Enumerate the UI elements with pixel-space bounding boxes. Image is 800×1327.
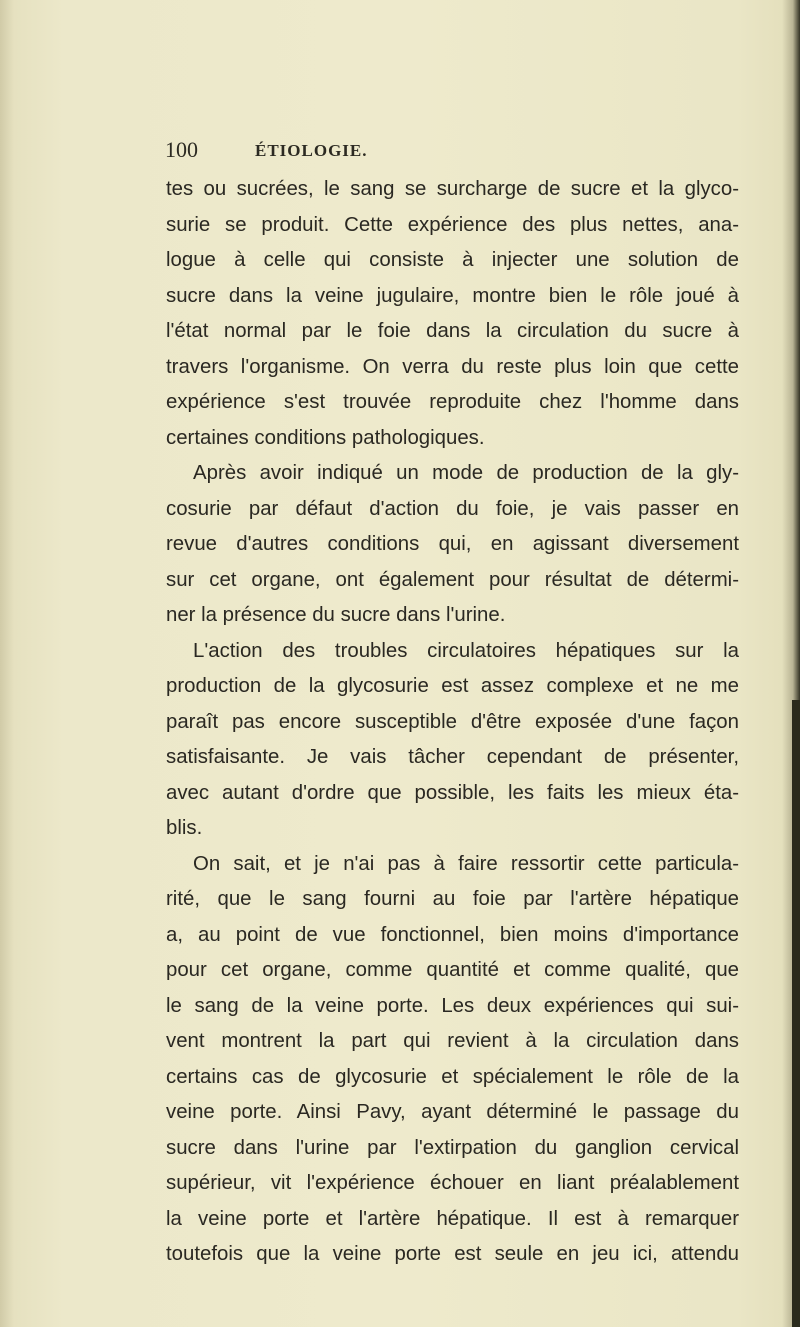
text-line: satisfaisante. Je vais tâcher cependant de présenter, [166,746,739,768]
text-line: On sait, et je n'ai pas à faire ressortir cette particula- [193,852,739,875]
page-header [165,137,725,167]
text-line: toutefois que la veine porte est seule en jeu ici, attendu [166,1243,739,1265]
text-line: le sang de la veine porte. Les deux expériences qui sui- [166,994,739,1017]
running-head: ÉTIOLOGIE. [255,141,368,160]
text-line: pour cet organe, comme quantité et comme qualité, que [166,959,739,981]
text-line: certaines conditions pathologiques. [166,426,485,449]
text-line: avec autant d'ordre que possible, les faits les mieux éta- [166,781,739,804]
text-line: supérieur, vit l'expérience échouer en liant préalablement [166,1172,739,1194]
text-line: revue d'autres conditions qui, en agissant diversement [166,533,739,555]
text-line: cosurie par défaut d'action du foie, je vais passer en [166,497,739,520]
text-line: surie se produit. Cette expérience des plus nettes, ana- [166,213,739,236]
text-line: blis. [166,817,203,839]
text-line: Après avoir indiqué un mode de production de la gly- [193,462,739,484]
text-line: vent montrent la part qui revient à la circulation dans [166,1030,739,1052]
page-number: 100 [165,137,198,162]
text-line: logue à celle qui consiste à injecter une solution de [166,249,739,271]
text-line: ner la présence du sucre dans l'urine. [166,604,506,626]
text-line: rité, que le sang fourni au foie par l'artère hépatique [166,888,739,910]
text-line: a, au point de vue fonctionnel, bien moins d'importance [166,923,739,946]
text-line: expérience s'est trouvée reproduite chez l'homme dans [166,391,739,413]
text-line: l'état normal par le foie dans la circulation du sucre à [166,320,739,342]
text-line: sur cet organe, ont également pour résultat de détermi- [166,568,739,591]
text-line: veine porte. Ainsi Pavy, ayant déterminé le passage du [166,1101,739,1123]
text-line: la veine porte et l'artère hépatique. Il est à remarquer [166,1207,739,1230]
text-line: paraît pas encore susceptible d'être exposée d'une façon [166,710,739,733]
text-line: tes ou sucrées, le sang se surcharge de sucre et la glyco- [166,178,739,200]
text-line: sucre dans la veine jugulaire, montre bien le rôle joué à [166,284,739,307]
text-line: L'action des troubles circulatoires hépatiques sur la [193,639,739,662]
page-gutter-shadow [0,0,14,1327]
text-line: production de la glycosurie est assez complexe et ne me [166,675,739,697]
text-line: certains cas de glycosurie et spécialement le rôle de la [166,1065,739,1088]
text-line: sucre dans l'urine par l'extirpation du ganglion cervical [166,1136,739,1159]
text-line: travers l'organisme. On verra du reste plus loin que cette [166,355,739,378]
page-edge-dark [792,700,800,1327]
body-text [166,172,739,1273]
